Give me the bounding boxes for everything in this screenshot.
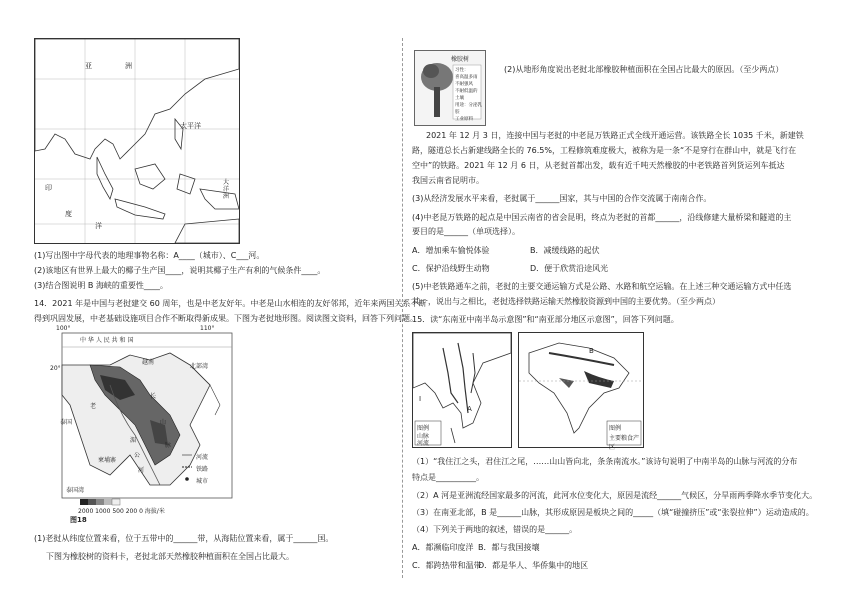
q14-intro-line2: 得到巩固发展，中老基础设施项目合作不断取得新成果。下图为老挝地形图。阅读图文资料，回答下列问题。 <box>34 314 418 323</box>
map2-label-china: 中 华 人 民 共 和 国 <box>80 337 134 344</box>
q14-part5-line2: 其一，说出与之相比，老挝选择铁路运输天然橡胶资源到中国的主要优势。（至少两点） <box>412 297 720 306</box>
map2-label-he: 河 <box>138 467 145 474</box>
map1-label-australia: 大洋洲 <box>223 179 230 200</box>
q15-part3: （3）在南亚北部，B 是______山脉，其形成原因是板块之间的_____（填“碰撞挤压”或“张裂拉伸”）运动造成的。 <box>412 508 814 517</box>
south-asia-map <box>518 332 644 451</box>
map2-label-cambodia: 柬埔寨 <box>98 457 117 464</box>
map2-label-siam: 泰国湾 <box>66 487 85 494</box>
question-15: 15．读“东南亚中南半岛示意图”和“南亚部分地区示意图”，回答下列问题。 <box>412 315 679 324</box>
elevation-legend: 2000 1000 500 200 0 海拔/米 <box>78 508 165 515</box>
q14-intro-line1: 14．2021 年是中国与老挝建交 60 周年，也是中老友好年。中老是山水相连的友好邻邦，近年来两国关系不断 <box>34 299 427 308</box>
map3-legend-mountain: 山脉 <box>417 433 430 440</box>
map1-label-pacific: 太平洋 <box>180 122 201 130</box>
legend-river: 河流 <box>196 454 209 461</box>
q15-option-a: A．都濒临印度洋 <box>412 543 474 552</box>
map1-label-indian-3: 洋 <box>95 222 102 230</box>
map3-label-a: A <box>467 405 472 413</box>
legend-city: 城市 <box>196 478 209 485</box>
q14-part5-line1: (5)中老铁路通车之前，老挝的主要交通运输方式是公路、水路和航空运输。在上述三种交通运输方式中任选 <box>412 282 792 291</box>
paragraph-line4: 我国云南省昆明市。 <box>412 176 484 185</box>
card-line: 习性： <box>455 68 469 73</box>
map4-legend-grain: 主要粮食产区 <box>609 435 640 451</box>
map2-label-laos: 老 <box>90 403 97 410</box>
option-a: A．增加乘车愉悦体验 <box>412 246 490 255</box>
paragraph-line1: 2021 年 12 月 3 日，连接中国与老挝的中老昆万铁路正式全线开通运营。该铁路全长 1035 千米，新建铁 <box>426 131 804 140</box>
card-title: 橡胶树 <box>451 56 470 63</box>
rubber-tree-card <box>414 50 486 126</box>
card-line: 不耐强风 <box>455 82 473 87</box>
map1-label-asia: 亚 <box>85 62 92 70</box>
paragraph-line3: 空中”的铁路。2021 年 12 月 6 日，从老挝首都出发，载有近千吨天然橡胶的中老铁路首列货运列车抵达 <box>412 161 785 170</box>
q15-part4: （4）下列关于两地的叙述，错误的是______。 <box>412 525 578 534</box>
map2-lng-100: 100° <box>56 325 71 332</box>
map1-label-indian-2: 度 <box>65 210 72 218</box>
question-3: (3)结合图说明 B 海峡的重要性____。 <box>34 281 168 290</box>
q14-part2: (2)从地形角度说出老挝北部橡胶种植面积在全国占比最大的原因。（至少两点） <box>504 65 784 74</box>
indochina-map <box>412 332 512 448</box>
map2-label-mekong: 湄 <box>130 437 137 444</box>
q14-part1: (1)老挝从纬度位置来看，位于五带中的______带，从海陆位置来看，属于______国。 <box>34 534 334 543</box>
map4-legend-title: 图例 <box>609 425 622 432</box>
map2-label-chang: 长 <box>150 393 157 400</box>
paragraph-line2: 路，隧道总长占新建线路全长的 76.5%，工程修筑难度极大，被称为是一条“不是穿行在群山中，就是飞行在 <box>412 146 797 155</box>
q14-part4-line2: 要目的是______（单项选择）。 <box>412 227 520 236</box>
map4-label-b: B <box>589 347 594 355</box>
rubber-intro: 下图为橡胶树的资料卡，老挝北部天然橡胶种植面积在全国占比最大。 <box>46 552 294 561</box>
option-c: C．保护沿线野生动物 <box>412 264 490 273</box>
map2-label-vietnam: 越南 <box>142 359 155 366</box>
q15-part1-line2: 特点是__________。 <box>412 473 484 482</box>
option-b: B．减缓线路的起伏 <box>530 246 600 255</box>
q15-option-b: B．都与我国接壤 <box>478 543 540 552</box>
southeast-asia-map <box>34 38 240 244</box>
map3-legend-title: 图例 <box>417 425 430 432</box>
figure-caption: 图18 <box>70 516 87 524</box>
q15-part2: （2）A 河是亚洲流经国家最多的河流，此河水位变化大，原因是流经______气候区，分旱雨两季降水季节变化大。 <box>412 491 818 500</box>
question-1: (1)写出图中字母代表的地理事物名称：A____（城市）、C___河。 <box>34 251 265 260</box>
laos-topography-map <box>50 325 238 513</box>
map2-lat-20: 20° <box>50 365 61 372</box>
card-line: 喜高温多雨 <box>455 75 478 80</box>
map2-label-thailand: 泰国 <box>60 419 73 426</box>
right-column <box>412 0 818 608</box>
map2-label-mai: 脉 <box>165 442 172 449</box>
map1-label-continent: 洲 <box>125 62 132 70</box>
q15-option-d: D．都是华人、华侨集中的地区 <box>478 561 589 570</box>
map1-label-indian-1: 印 <box>45 184 52 192</box>
map2-label-shan: 山 <box>160 419 167 426</box>
map2-label-gong: 公 <box>134 452 141 459</box>
card-line: 用途：分泌乳胶 <box>455 103 482 115</box>
question-2: (2)该地区有世界上最大的椰子生产国____，说明其椰子生产有利的气候条件____。 <box>34 266 326 275</box>
q14-part3: (3)从经济发展水平来看，老挝属于______国家，其与中国的合作交流属于南南合作。 <box>412 194 712 203</box>
card-line: 工业原料 <box>455 117 473 122</box>
card-line: 土壤 <box>455 96 464 101</box>
q15-option-c: C．都跨热带和温带 <box>412 561 482 570</box>
map2-lng-110: 110° <box>200 325 215 332</box>
card-line: 不耐低温的 <box>455 89 478 94</box>
south-asia-map-drawing <box>519 333 643 447</box>
q14-part4-line1: (4)中老昆万铁路的起点是中国云南省的省会昆明，终点为老挝的首都______，沿线修建大量桥梁和隧道的主 <box>412 213 792 222</box>
legend-railway: 铁路 <box>196 466 209 473</box>
card-lines <box>455 67 483 123</box>
option-d: D．便于欣赏沿途风光 <box>530 264 609 273</box>
map3-legend-river: 河流 <box>417 440 430 447</box>
q15-part1-line1: （1）“我住江之头，君住江之尾，……山山皆向北，条条南流水。”该诗句说明了中南半岛的山脉与河流的分布 <box>412 457 798 466</box>
map3-label-i: I <box>419 395 422 403</box>
map2-label-beibu: 北部湾 <box>190 363 209 370</box>
